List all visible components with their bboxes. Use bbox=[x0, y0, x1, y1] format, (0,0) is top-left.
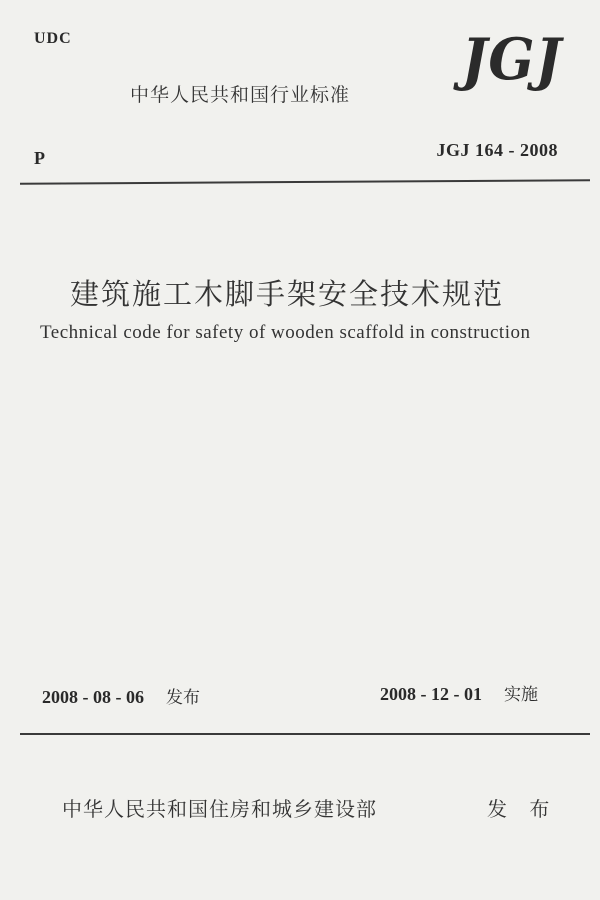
standard-number: JGJ 164 - 2008 bbox=[436, 140, 558, 160]
standard-category: 中华人民共和国行业标准 bbox=[130, 84, 351, 106]
jgj-logo: JGJ bbox=[461, 25, 562, 93]
effective-label: 实施 bbox=[504, 685, 538, 705]
issue-date: 2008 - 08 - 06 bbox=[42, 687, 144, 707]
title-chinese: 建筑施工木脚手架安全技术规范 bbox=[70, 277, 505, 311]
title-english: Technical code for safety of wooden scaffold in construction bbox=[40, 322, 531, 343]
publisher-name: 中华人民共和国住房和城乡建设部 bbox=[62, 797, 377, 821]
issue-label: 发布 bbox=[166, 688, 200, 708]
udc-label: UDC bbox=[34, 30, 72, 47]
effective-date-line bbox=[380, 680, 538, 705]
top-divider bbox=[20, 179, 590, 184]
effective-date: 2008 - 12 - 01 bbox=[380, 684, 482, 704]
classification-code: P bbox=[34, 148, 45, 168]
bottom-divider bbox=[20, 733, 590, 735]
publish-label: 发 布 bbox=[487, 797, 558, 821]
issue-date-line bbox=[42, 683, 200, 708]
